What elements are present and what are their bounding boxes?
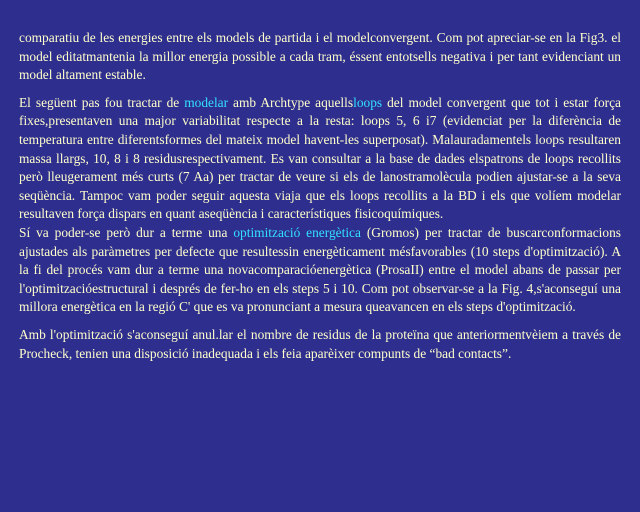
paragraph-1 bbox=[19, 29, 621, 85]
paragraph-4 bbox=[19, 326, 621, 363]
paragraph-1-text: comparatiu de les energies entre els models de partida i el modelconvergent. Com pot apreciar-se en la Fig3. el model editatmantenia la millor energia possible a cada tram, éssent entotsells negativa i per tant evidenciant un model altament estable. bbox=[19, 30, 621, 83]
paragraph-3-text-a: Sí va poder-se però dur a terme una bbox=[19, 224, 234, 240]
paragraph-2-text-b: amb Archtype aquells bbox=[228, 94, 354, 110]
paragraph-4-text: Amb l'optimització s'aconseguí anul.lar el nombre de residus de la proteïna que anteriormentvèiem a través de Procheck, tenien una disposició inadequada i els feia aparèixer compunts de “bad contacts”. bbox=[19, 326, 621, 361]
keyword-modelar: modelar bbox=[184, 94, 229, 110]
paragraph-3-text-b: (Gromos) per tractar de buscarconformacions ajustades als paràmetres per defecte que resultessin energèticament mésfavorables (10 steps d'optimització). A la fi del procés vam dur a terme una novacomparacióenergètica (ProsaII) entre el model abans de passar per l'optimitzacióestructural i després de fer-ho en els steps 5 i 10. Com pot observar-se a la Fig. 4,s'aconseguí una millora energètica en la regió C' que es va pronunciant a mesura queavancen en els steps d'optimització. bbox=[19, 224, 621, 315]
paragraph-2-text-a: El següent pas fou tractar de bbox=[19, 94, 185, 110]
paragraph-2-text-c: del model convergent que tot i estar força fixes,presentaven una major variabilitat respecte a la resta: loops 5, 6 i7 (evidenciat per la diferència de temperatura entre diferentsformes del mateix model havent-les superposat). Malauradamentels loops resultaren massa llargs, 10, 8 i 8 residusrespectivament. Es van consultar a la base de dades elspatrons de loops recollits però lleugerament més curts (7 Aa) per tractar de veure si els de lanostramolècula podien ajustar-se a la seva seqüència. Tampoc vam poder seguir aquesta viaja que els loops recollits a la BD i els que volíem modelar resultaven força dispars en quant aseqüència i característiques fisicoquímiques. bbox=[19, 94, 621, 222]
paragraph-2 bbox=[19, 94, 621, 224]
keyword-optimitzacio-energetica: optimització energètica bbox=[233, 224, 361, 240]
paragraph-3 bbox=[19, 224, 621, 317]
keyword-loops: loops bbox=[353, 94, 383, 110]
